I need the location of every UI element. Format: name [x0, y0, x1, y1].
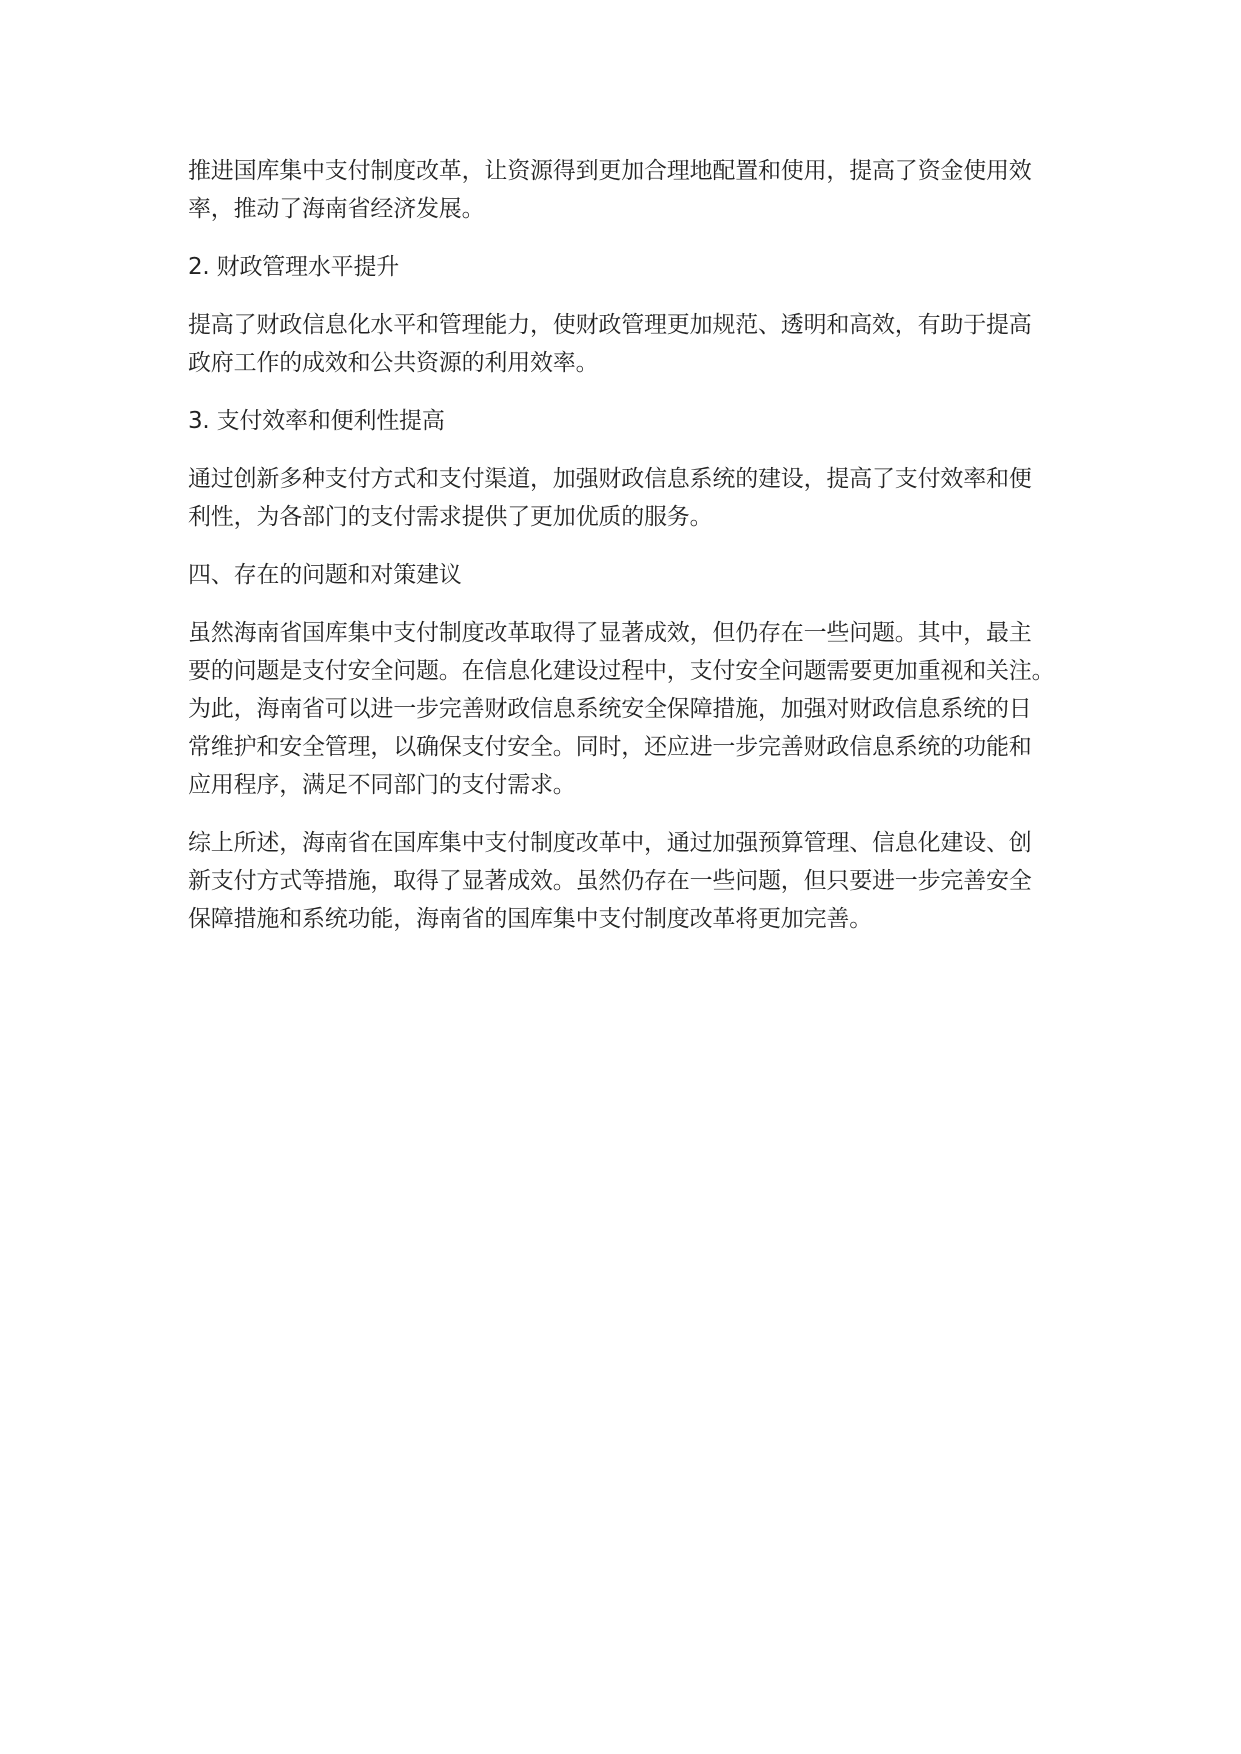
paragraph-line: 常维护和安全管理，以确保支付安全。同时，还应进一步完善财政信息系统的功能和 — [188, 734, 1032, 760]
paragraph-line: 提高了财政信息化水平和管理能力，使财政管理更加规范、透明和高效，有助于提高 — [188, 312, 1032, 338]
heading-text: 2. 财政管理水平提升 — [188, 254, 400, 280]
paragraph-fiscal-management — [188, 306, 1078, 382]
paragraph-line: 为此，海南省可以进一步完善财政信息系统安全保障措施，加强对财政信息系统的日 — [188, 696, 1032, 722]
paragraph-line: 综上所述，海南省在国库集中支付制度改革中，通过加强预算管理、信息化建设、创 — [188, 830, 1032, 856]
paragraph-line: 率，推动了海南省经济发展。 — [188, 196, 485, 222]
heading-payment-efficiency — [188, 402, 1078, 440]
section-heading-problems — [188, 556, 1078, 594]
paragraph-line: 虽然海南省国库集中支付制度改革取得了显著成效，但仍存在一些问题。其中，最主 — [188, 620, 1032, 646]
document-body — [188, 152, 1078, 958]
heading-text: 四、存在的问题和对策建议 — [188, 562, 462, 588]
paragraph-line: 通过创新多种支付方式和支付渠道，加强财政信息系统的建设，提高了支付效率和便 — [188, 466, 1032, 492]
paragraph-line: 推进国库集中支付制度改革，让资源得到更加合理地配置和使用，提高了资金使用效 — [188, 158, 1032, 184]
paragraph-line: 政府工作的成效和公共资源的利用效率。 — [188, 350, 599, 376]
paragraph-reform-impact — [188, 152, 1078, 228]
paragraph-line: 应用程序，满足不同部门的支付需求。 — [188, 772, 576, 798]
paragraph-problems — [188, 614, 1078, 804]
paragraph-line: 利性，为各部门的支付需求提供了更加优质的服务。 — [188, 504, 713, 530]
heading-text: 3. 支付效率和便利性提高 — [188, 408, 445, 434]
paragraph-line: 保障措施和系统功能，海南省的国库集中支付制度改革将更加完善。 — [188, 906, 873, 932]
paragraph-line: 新支付方式等措施，取得了显著成效。虽然仍存在一些问题，但只要进一步完善安全 — [188, 868, 1032, 894]
paragraph-conclusion — [188, 824, 1078, 938]
heading-fiscal-management — [188, 248, 1078, 286]
paragraph-payment-efficiency — [188, 460, 1078, 536]
paragraph-line: 要的问题是支付安全问题。在信息化建设过程中，支付安全问题需要更加重视和关注。 — [188, 658, 1055, 684]
